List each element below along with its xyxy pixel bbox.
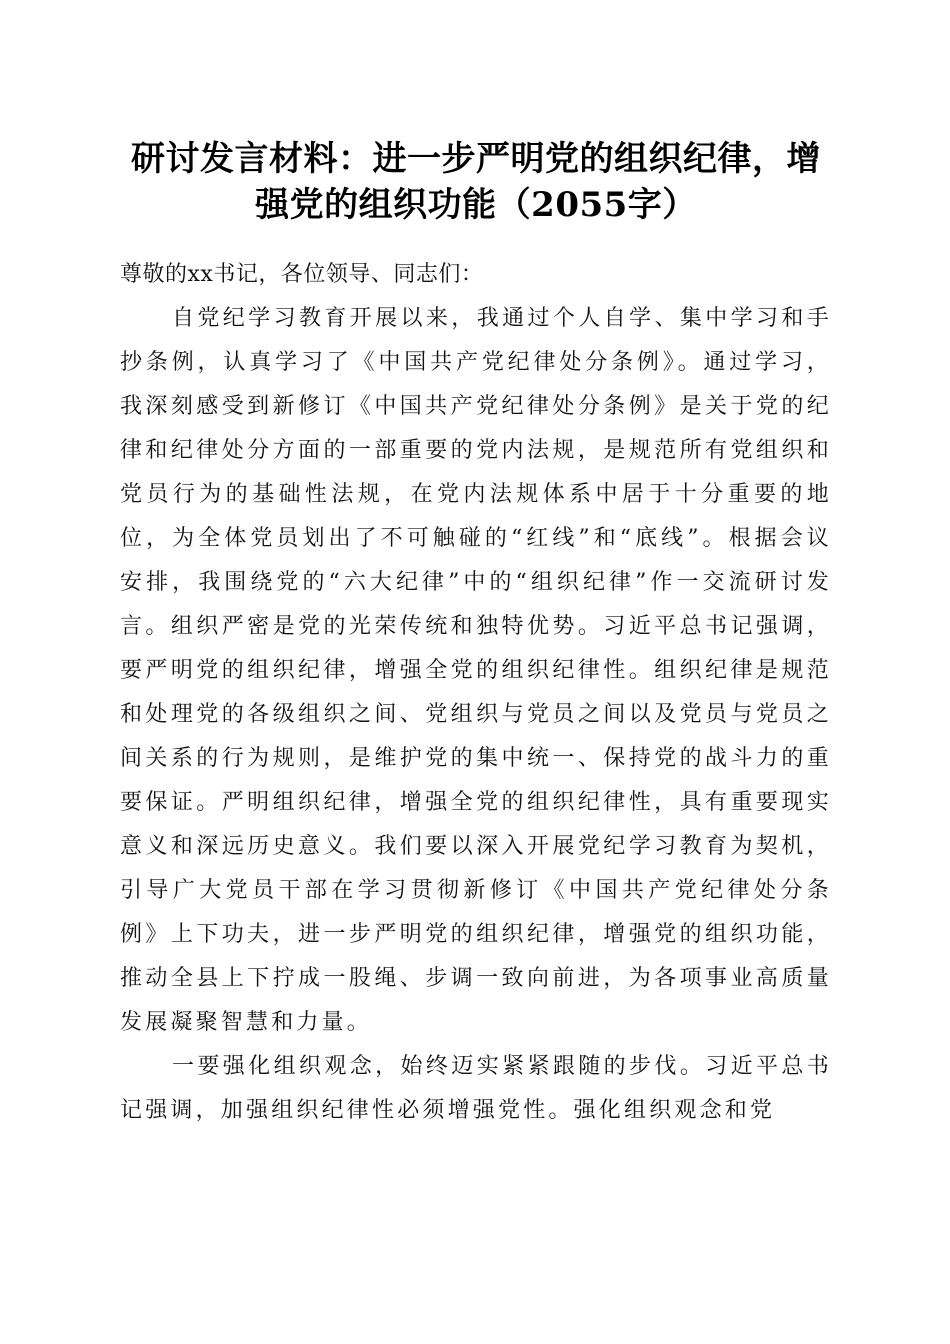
document-title — [118, 136, 834, 228]
document-title-line-2: 强党的组织功能（2055字） — [255, 185, 697, 225]
document-title-line-1: 研讨发言材料：进一步严明党的组织纪律，增 — [131, 139, 821, 179]
salutation: 尊敬的xx书记，各位领导、同志们： — [120, 262, 484, 287]
document-body — [120, 253, 832, 1133]
body-paragraph-2: 一要强化组织观念，始终迈实紧紧跟随的步伐。习近平总书记强调，加强组织纪律性必须增强党性。强化组织观念和党 — [120, 1054, 832, 1123]
body-paragraph-1: 自党纪学习教育开展以来，我通过个人自学、集中学习和手抄条例，认真学习了《中国共产党纪律处分条例》。通过学习，我深刻感受到新修订《中国共产党纪律处分条例》是关于党的纪律和纪律处分方面的一部重要的党内法规，是规范所有党组织和党员行为的基础性法规，在党内法规体系中居于十分重要的地位，为全体党员划出了不可触碰的“红线”和“底线”。根据会议安排，我围绕党的“六大纪律”中的“组织纪律”作一交流研讨发言。组织严密是党的光荣传统和独特优势。习近平总书记强调，要严明党的组织纪律，增强全党的组织纪律性。组织纪律是规范和处理党的各级组织之间、党组织与党员之间以及党员与党员之间关系的行为规则，是维护党的集中统一、保持党的战斗力的重要保证。严明组织纪律，增强全党的组织纪律性，具有重要现实意义和深远历史意义。我们要以深入开展党纪学习教育为契机，引导广大党员干部在学习贯彻新修订《中国共产党纪律处分条例》上下功夫，进一步严明党的组织纪律，增强党的组织功能，推动全县上下拧成一股绳、步调一致向前进，为各项事业高质量发展凝聚智慧和力量。 — [120, 306, 832, 1035]
